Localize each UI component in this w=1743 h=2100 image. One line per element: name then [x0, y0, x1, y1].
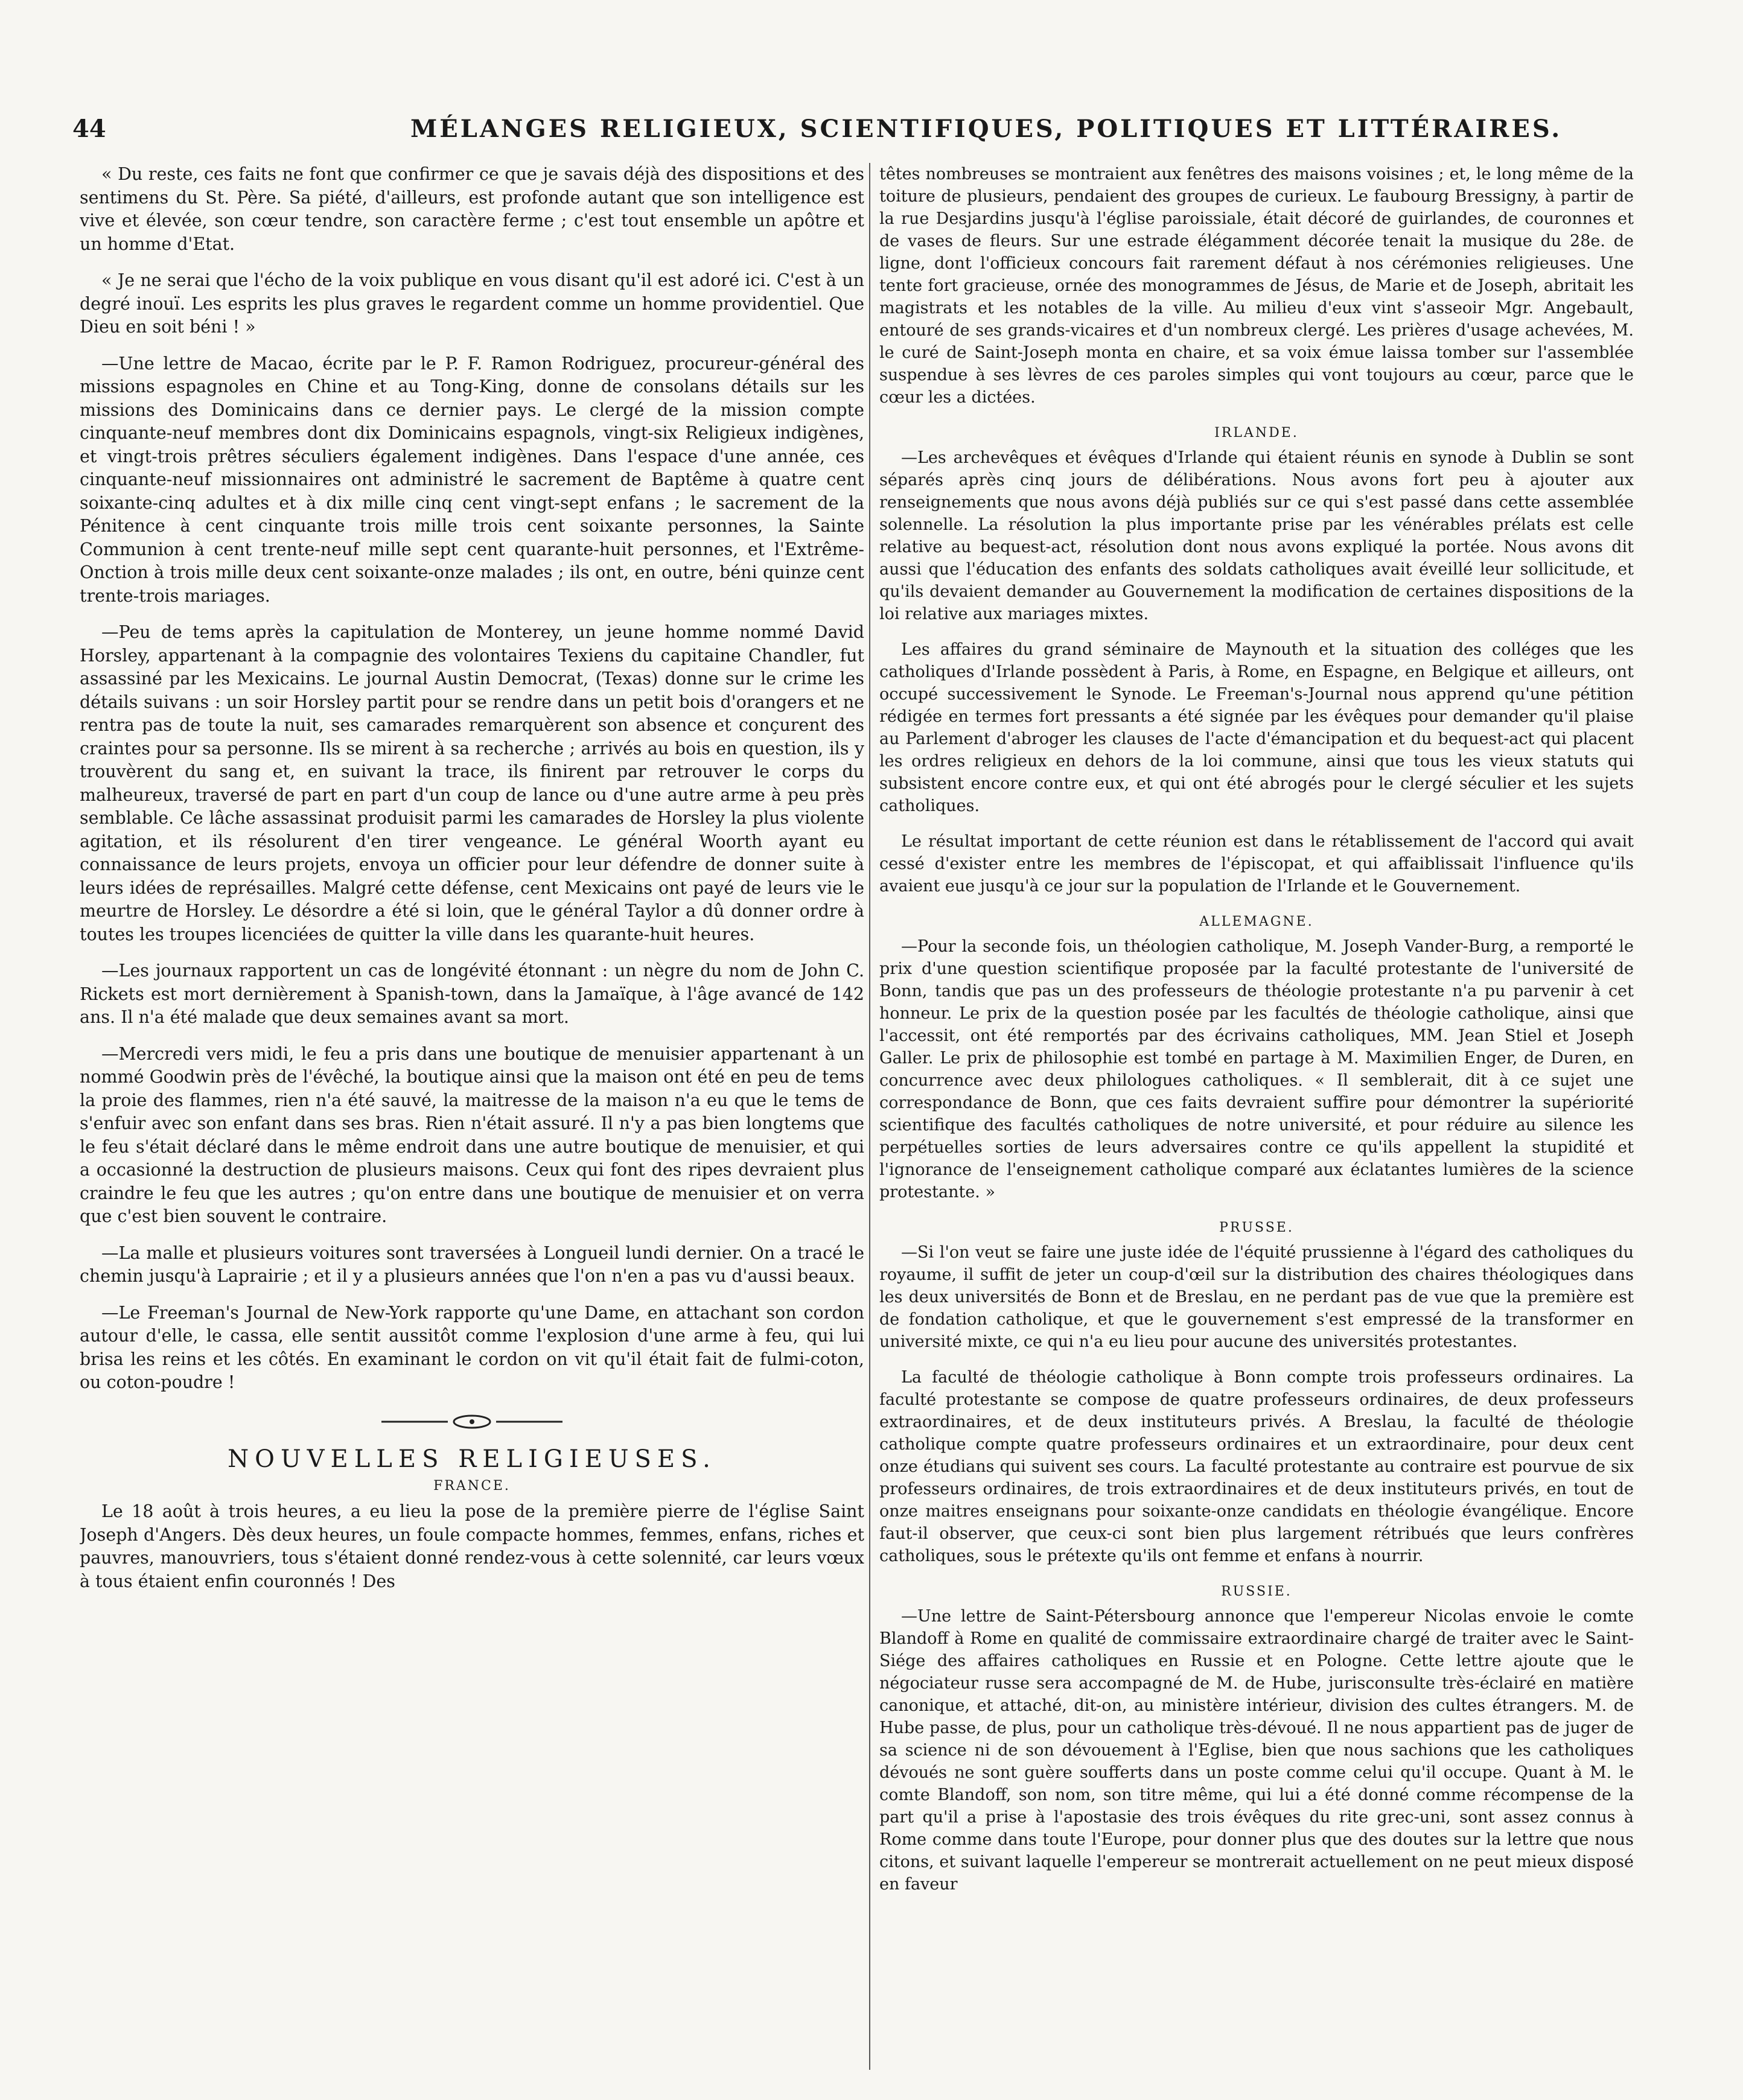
right-column [879, 163, 1634, 2070]
paragraph: « Je ne serai que l'écho de la voix publique en vous disant qu'il est adoré ici. C'est à un degré inouï. Les esprits les plus graves le regardent comme un homme providentiel. Que Dieu en soit béni ! » [80, 270, 864, 337]
sub-heading-russie: RUSSIE. [1221, 1584, 1292, 1599]
sub-heading-irlande: IRLANDE. [1214, 425, 1299, 441]
column-divider [869, 163, 870, 2070]
paragraph: —Le Freeman's Journal de New-York rapporte qu'une Dame, en attachant son cordon autour d'elle, le cassa, elle sentit aussitôt comme l'explosion d'une arme à feu, qui lui brisa les reins et les côtés. En examinant le cordon on vit qu'il était fait de fulmi-coton, ou coton-poudre ! [80, 1302, 864, 1392]
paragraph: —La malle et plusieurs voitures sont traversées à Longueil lundi dernier. On a tracé le chemin jusqu'à Laprairie ; et il y a plusieurs années que l'on n'en a pas vu d'aussi beaux. [80, 1242, 864, 1286]
paragraph: Le 18 août à trois heures, a eu lieu la pose de la première pierre de l'église Saint Joseph d'Angers. Dès deux heures, un foule compacte hommes, femmes, enfans, riches et pauvres, manouvriers, tous s'étaient donné rendez-vous à cette solennité, car leurs vœux à tous étaient enfin couronnés ! Des [80, 1501, 864, 1591]
paragraph: —Une lettre de Saint-Pétersbourg annonce que l'empereur Nicolas envoie le comte Blandoff à Rome en qualité de commissaire extraordinaire chargé de traiter avec le Saint-Siége des affaires catholiques en Russie et en Pologne. Cette lettre ajoute que le négociateur russe sera accompagné de M. de Hube, jurisconsulte très-éclairé en matière canonique, et attaché, dit-on, au ministère intérieur, division des cultes étrangers. M. de Hube passe, de plus, pour un catholique très-dévoué. Il ne nous appartient pas de juger de sa science ni de son dévouement à l'Eglise, bien que nous sachions que les catholiques dévoués ne sont guère soufferts dans un poste comme celui qu'il occupe. Quant à M. le comte Blandoff, son nom, son titre même, qui lui a été donné comme récompense de la part qu'il a prise à l'apostasie des trois évêques du rite grec-uni, sont assez connus à Rome comme dans toute l'Europe, pour donner plus que des doutes sur la lettre que nous citons, et suivant laquelle l'empereur se montrerait actuellement on ne peut mieux disposé en faveur [879, 1607, 1634, 1894]
sub-heading-france: FRANCE. [433, 1478, 511, 1494]
paragraph: têtes nombreuses se montraient aux fenêtres des maisons voisines ; et, le long même de la toiture de plusieurs, pendaient des groupes de curieux. Le faubourg Bressigny, à partir de la rue Desjardins jusqu'à l'église paroissiale, était décoré de guirlandes, de couronnes et de vases de fleurs. Sur une estrade élégamment décorée tenait la musique du 28e. de ligne, dont l'officieux concours fait rarement défaut à nos cérémonies religieuses. Une tente fort gracieuse, ornée des monogrammes de Jésus, de Marie et de Joseph, abritait les magistrats et les notables de la ville. Au milieu d'eux vint s'asseoir Mgr. Angebault, entouré de ses grands-vicaires et d'un nombreux clergé. Les prières d'usage achevées, M. le curé de Saint-Joseph monta en chaire, et sa voix émue laissa tomber sur l'assemblée suspendue à ses lèvres de ces paroles simples qui vont toujours au cœur, parce que le cœur les a dictées. [879, 165, 1634, 407]
ornamental-divider [80, 1413, 864, 1437]
running-title: MÉLANGES RELIGIEUX, SCIENTIFIQUES, POLITIQUES ET LITTÉRAIRES. [410, 115, 1563, 143]
sub-heading-prusse: PRUSSE. [1219, 1220, 1294, 1235]
section-title: NOUVELLES RELIGIEUSES. [228, 1445, 716, 1473]
paragraph: —Peu de tems après la capitulation de Monterey, un jeune homme nommé David Horsley, appartenant à la compagnie des volontaires Texiens du capitaine Chandler, fut assassiné par les Mexicains. Le journal Austin Democrat, (Texas) donne sur le crime les détails suivans : un soir Horsley partit pour se rendre dans un petit bois d'orangers et ne rentra pas de toute la nuit, ses camarades remarquèrent son absence et conçurent des craintes pour sa personne. Ils se mirent à sa recherche ; arrivés au bois en question, ils y trouvèrent du sang et, en suivant la trace, ils finirent par retrouver le corps du malheureux, traversé de part en part d'un coup de lance ou d'une autre arme à peu près semblable. Ce lâche assassinat produisit parmi les camarades de Horsley la plus violente agitation, et ils résolurent d'en tirer vengeance. Le général Woorth ayant eu connaissance de leurs projets, envoya un officier pour leur défendre de donner suite à leurs idées de représailles. Malgré cette défense, cent Mexicains ont payé de leurs vie le meurtre de Horsley. Le désordre a été si loin, que le général Taylor a dû donner ordre à toutes les troupes licenciées de quitter la ville dans les quarante-huit heures. [80, 622, 864, 944]
page-header [72, 115, 1642, 163]
paragraph: La faculté de théologie catholique à Bonn compte trois professeurs ordinaires. La faculté protestante se compose de quatre professeurs ordinaires, de deux professeurs extraordinaires, et de deux instituteurs privés. A Breslau, la faculté de théologie catholique compte quatre professeurs ordinaires et un extraordinaire, pour deux cent onze étudians qui suivent ses cours. La faculté protestante au contraire est pourvue de six professeurs ordinaires, de trois extraordinaires et de deux instituteurs privés, en tout de onze maitres enseignans pour soixante-onze candidats en théologie évangélique. Encore faut-il observer, que ceux-ci sont bien plus largement rétribués que leurs confrères catholiques, sous le prétexte qu'ils ont femme et enfans à nourrir. [879, 1368, 1634, 1565]
paragraph: —Les journaux rapportent un cas de longévité étonnant : un nègre du nom de John C. Rickets est mort dernièrement à Spanish-town, dans la Jamaïque, à l'âge avancé de 142 ans. Il n'a été malade que deux semaines avant sa mort. [80, 961, 864, 1027]
paragraph: Le résultat important de cette réunion est dans le rétablissement de l'accord qui avait cessé d'exister entre les membres de l'épiscopat, et qui affaiblissait l'influence qu'ils avaient eue jusqu'à ce jour sur la population de l'Irlande et le Gouvernement. [879, 832, 1634, 896]
ornament-icon [375, 1413, 569, 1431]
paragraph: —Une lettre de Macao, écrite par le P. F. Ramon Rodriguez, procureur-général des missions espagnoles en Chine et au Tong-King, donne de consolans détails sur les missions des Dominicains dans ce dernier pays. Le clergé de la mission compte cinquante-neuf membres dont dix Dominicains espagnols, vingt-six Religieux indigènes, et vingt-trois prêtres séculiers également indigènes. Dans l'espace d'une année, ces cinquante-neuf missionnaires ont administré le sacrement de Baptême à quatre cent soixante-cinq adultes et à dix mille cinq cent vingt-sept enfans ; le sacrement de la Pénitence à cent cinquante trois mille trois cent soixante personnes, la Sainte Communion à cent trente-neuf mille sept cent quarante-huit personnes, et l'Extrême-Onction à trois mille deux cent soixante-onze malades ; ils ont, en outre, béni quinze cent trente-trois mariages. [80, 353, 864, 606]
paragraph: —Pour la seconde fois, un théologien catholique, M. Joseph Vander-Burg, a remporté le prix d'une question scientifique proposée par la faculté protestante de l'université de Bonn, tandis que pas un des professeurs de théologie protestante n'a pu parvenir à cet honneur. Le prix de la question posée par les facultés de théologie catholique, ainsi que l'accessit, ont été remportés par des écrivains catholiques, MM. Jean Stiel et Joseph Galler. Le prix de philosophie est tombé en partage à M. Maximilien Enger, de Duren, en concurrence avec deux philologues catholiques. « Il semblerait, dit à ce sujet une correspondance de Bonn, que ces faits devraient suffire pour démontrer la supériorité scientifique des facultés catholiques de notre université, et pour réduire au silence les perpétuelles sorties de leurs adversaires contre ce qu'ils appellent la stupidité et l'ignorance de l'enseignement catholique comparé aux éclatantes lumières de la science protestante. » [879, 937, 1634, 1201]
paragraph: —Les archevêques et évêques d'Irlande qui étaient réunis en synode à Dublin se sont séparés après cinq jours de délibérations. Nous avons fort peu à ajouter aux renseignements que nous avons déjà publiés sur ce qui s'est passé dans cette assemblée solennelle. La résolution la plus importante prise par les vénérables prélats est celle relative au bequest-act, résolution dont nous avons expliqué la portée. Nous avons dit aussi que l'éducation des enfants des soldats catholiques avait éveillé leur sollicitude, et qu'ils devaient demander au Gouvernement la modification de certaines dispositions de la loi relative aux mariages mixtes. [879, 448, 1634, 623]
page-number: 44 [72, 115, 106, 143]
sub-heading-allemagne: ALLEMAGNE. [1199, 914, 1314, 929]
left-column [80, 163, 864, 2070]
paragraph: Les affaires du grand séminaire de Maynouth et la situation des colléges que les catholiques d'Irlande possèdent à Paris, à Rome, en Espagne, en Belgique et ailleurs, ont occupé successivement le Synode. Le Freeman's-Journal nous apprend qu'une pétition rédigée en termes fort pressants a été signée par les évêques pour demander qu'il plaise au Parlement d'abroger les clauses de l'acte d'émancipation et du bequest-act qui placent les ordres religieux en dehors de la loi commune, ainsi que tous les vieux statuts qui subsistent encore contre eux, et qui ont été abrogés pour le clergé séculier et les sujets catholiques. [879, 640, 1634, 815]
paragraph: « Du reste, ces faits ne font que confirmer ce que je savais déjà des dispositions et des sentimens du St. Père. Sa piété, d'ailleurs, est profonde autant que son intelligence est vive et élevée, son cœur tendre, son caractère ferme ; c'est tout ensemble un apôtre et un homme d'Etat. [80, 164, 864, 254]
paragraph: —Si l'on veut se faire une juste idée de l'équité prussienne à l'égard des catholiques du royaume, il suffit de jeter un coup-d'œil sur la distribution des chaires théologiques dans les deux universités de Bonn et de Breslau, en ne perdant pas de vue que la première est de fondation catholique, et que le gouvernement s'est empressé de la transformer en université mixte, ce qui n'a eu lieu pour aucune des universités protestantes. [879, 1243, 1634, 1351]
paragraph: —Mercredi vers midi, le feu a pris dans une boutique de menuisier appartenant à un nommé Goodwin près de l'évêché, la boutique ainsi que la maison ont été en peu de tems la proie des flammes, rien n'a été sauvé, la maitresse de la maison n'a eu que le tems de s'enfuir avec son enfant dans ses bras. Rien n'était assuré. Il n'y a pas bien longtems que le feu s'était déclaré dans le même endroit dans une autre boutique de menuisier, et qui a occasionné la destruction de plusieurs maisons. Ceux qui font des ripes devraient plus craindre le feu que les autres ; qu'on entre dans une boutique de menuisier et on verra que c'est bien souvent le contraire. [80, 1043, 864, 1226]
